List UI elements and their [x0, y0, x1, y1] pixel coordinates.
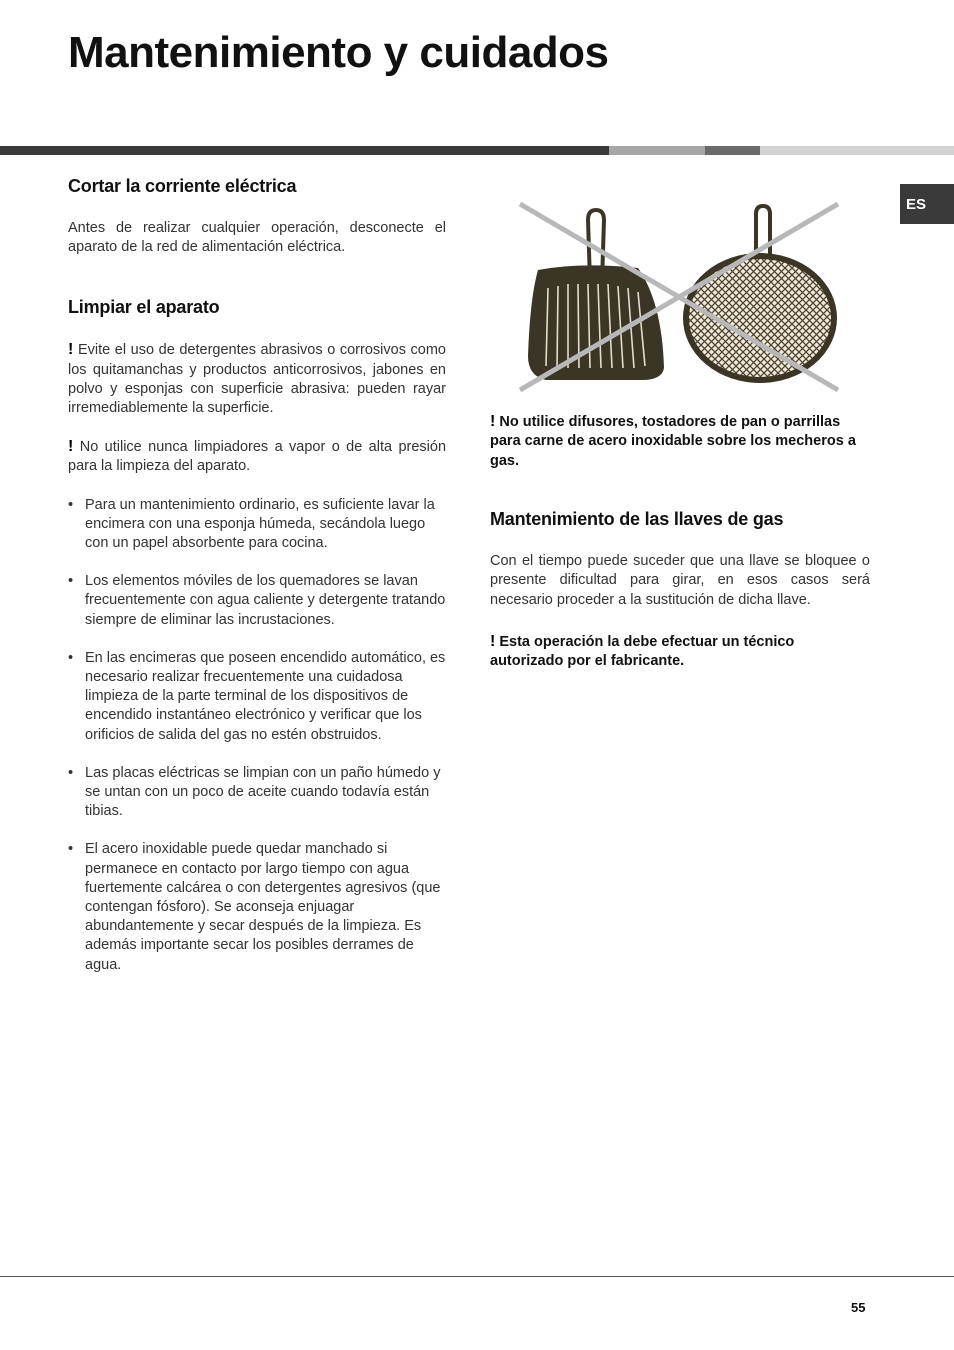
warning-mark: ! — [490, 413, 496, 430]
warning-mark: ! — [68, 438, 74, 456]
technician-note — [490, 632, 870, 672]
figure-warning — [490, 412, 870, 471]
section-heading-gas-taps: Mantenimiento de las llaves de gas — [490, 509, 784, 530]
figure-warning-text: No utilice difusores, tostadores de pan o parrillas para carne de acero inoxidable sobre los mecheros a gas. — [490, 414, 856, 469]
section-heading-cleaning: Limpiar el aparato — [68, 297, 220, 318]
warning-mark: ! — [68, 341, 74, 359]
warning-steam-text: No utilice nunca limpiadores a vapor o de alta presión para la limpieza del aparato. — [68, 439, 447, 475]
header-band-gray — [705, 146, 760, 155]
header-band-light — [760, 146, 954, 155]
left-column — [68, 176, 446, 994]
list-item: • El acero inoxidable puede quedar manchado si permanece en contacto por largo tiempo con agua fuertemente calcárea o con detergentes agresivos (que contengan fósforo). Se aconseja enjuagar abundantemente y secar después de la limpieza. Es además importante secar los posibles derrames de agua. — [68, 841, 441, 973]
section-body-gas-taps: Con el tiempo puede suceder que una llave se bloquee o presente dificultad para girar, en esos casos será necesario proceder a la sustitución de dicha llave. — [490, 553, 870, 608]
bullet: • — [68, 764, 74, 781]
list-item: • En las encimeras que poseen encendido automático, es necesario realizar frecuentemente una cuidadosa limpieza de la parte terminal de los dispositivos de encendido instantáneo electrónico y verificar que los orificios de salida del gas no estén obstruidos. — [68, 649, 446, 743]
technician-note-text: Esta operación la debe efectuar un técnico autorizado por el fabricante. — [490, 633, 795, 670]
bullet: • — [68, 573, 74, 590]
warning-abrasive — [68, 340, 446, 418]
list-item: • Los elementos móviles de los quemadores se lavan frecuentemente con agua caliente y detergente tratando siempre de eliminar las incrustaciones. — [68, 573, 446, 628]
bullet: • — [68, 496, 74, 513]
section-heading-power: Cortar la corriente eléctrica — [68, 176, 297, 196]
language-tab: ES — [900, 184, 954, 224]
cleaning-list — [68, 496, 446, 975]
header-band-mid — [609, 146, 705, 155]
page-title: Mantenimiento y cuidados — [68, 28, 609, 77]
footer-divider — [0, 1276, 954, 1277]
right-column — [490, 412, 870, 672]
crossed-out-toasters-and-grills-icon — [512, 198, 852, 398]
warning-mark: ! — [490, 632, 496, 650]
list-item: • Las placas eléctricas se limpian con un paño húmedo y se untan con un poco de aceite cuando todavía están tibias. — [68, 764, 441, 820]
warning-steam — [68, 437, 446, 476]
bullet: • — [68, 841, 74, 858]
bullet: • — [68, 649, 74, 666]
section-body-power: Antes de realizar cualquier operación, desconecte el aparato de la red de alimentación eléctrica. — [68, 220, 446, 256]
header-band-dark — [0, 146, 609, 155]
list-item: • Para un mantenimiento ordinario, es suficiente lavar la encimera con una esponja húmeda, secándola luego con un papel absorbente para cocina. — [68, 496, 435, 552]
warning-abrasive-text: Evite el uso de detergentes abrasivos o corrosivos como los quitamanchas y productos anticorrosivos, jabones en polvo y esponjas con superficie abrasiva: pueden rayar irremediablemente la superficie. — [68, 342, 446, 417]
page-number: 55 — [851, 1300, 866, 1315]
